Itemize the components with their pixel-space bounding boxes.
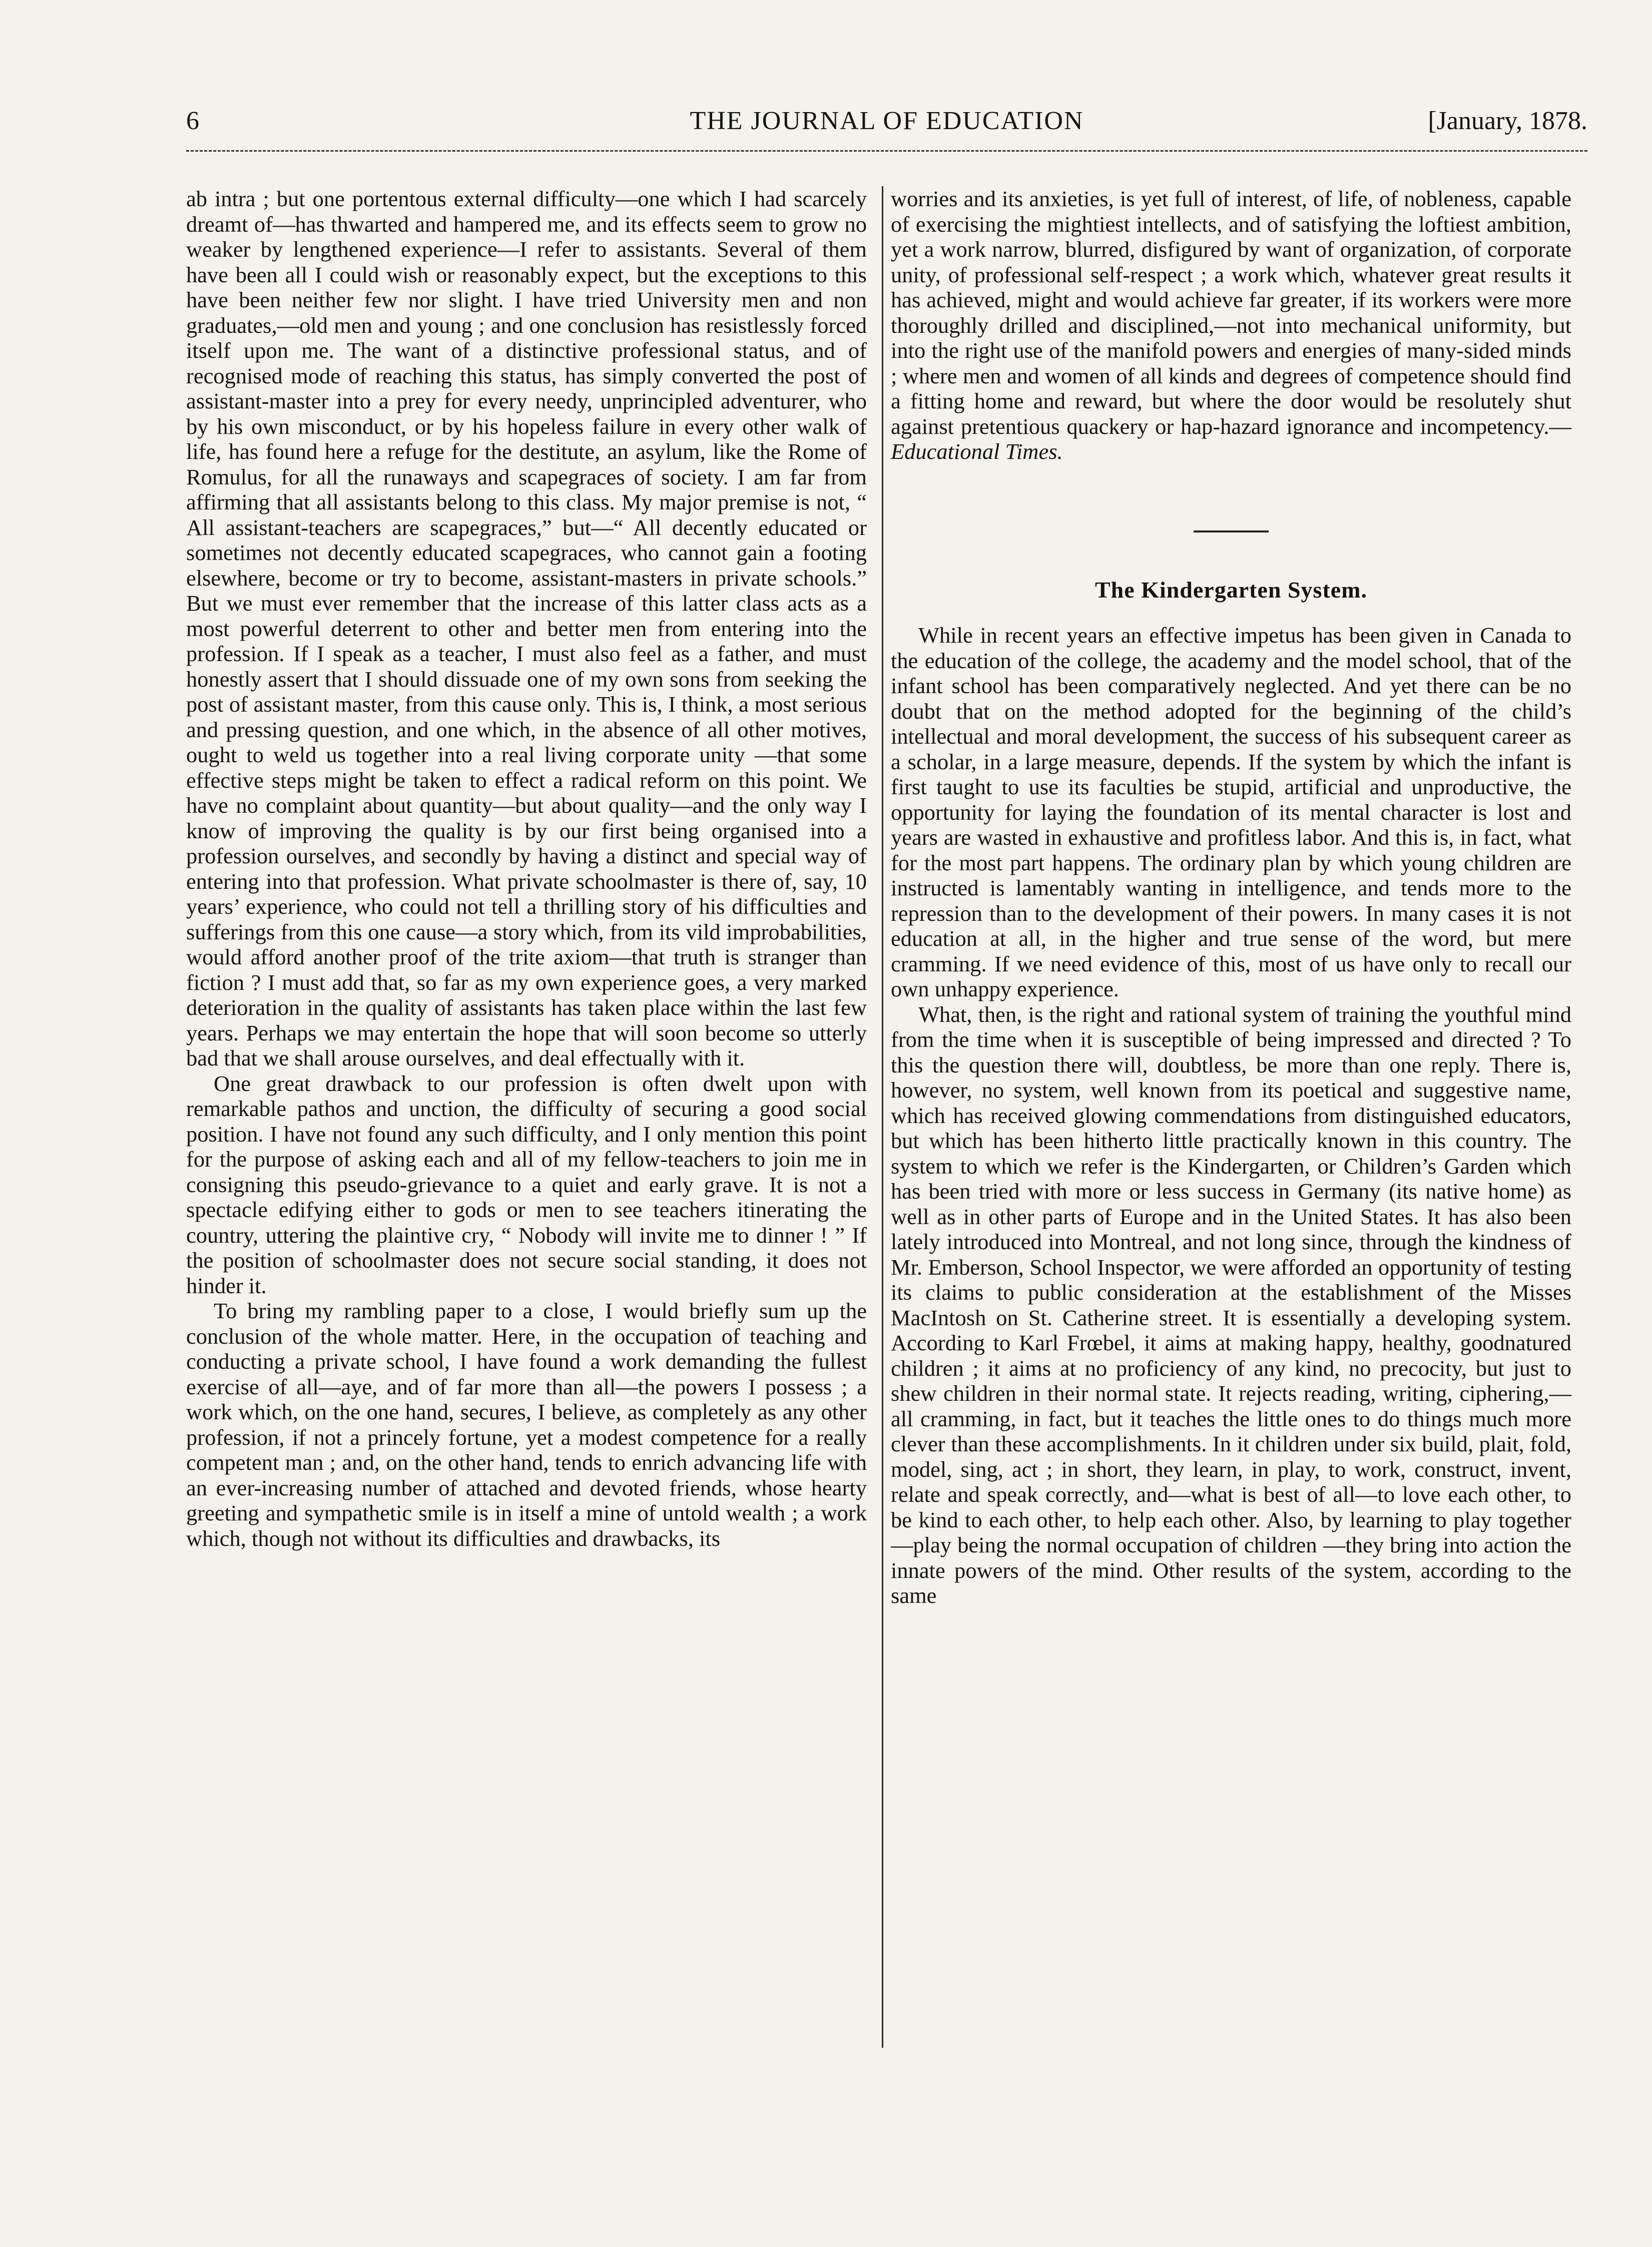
- section-heading: The Kindergarten System.: [1094, 577, 1367, 603]
- left-paragraph-social-position: One great drawback to our profession is often dwelt upon with remarkable pathos and unction, the difficulty of securing a good social position. I have not found any such difficulty, and I only mention this point for the purpose of asking each and all of my fellow-teachers to join me in consigning this pseudo-grievance to a quiet and early grave. It is not a spectacle edifying either to gods or men to see teachers itinerating the country, uttering the plaintive cry, “ Nobody will invite me to dinner ! ” If the position of schoolmaster does not secure social standing, it does not hinder it.: [186, 1070, 867, 1298]
- page-header: [186, 106, 1587, 141]
- section-rule: [1194, 530, 1269, 532]
- source-credit: Educational Times.: [891, 439, 1063, 464]
- right-paragraph-system: What, then, is the right and rational system of training the youthful mind from the time when it is susceptible of being impressed and directed ? To this the question there will, doubtless, be more than one reply. There is, however, no system, well known from its poetical and suggestive name, which has received glowing commendations from distinguished educators, but which has been hitherto little practically known in this country. The system to which we refer is the Kindergarten, or Children’s Garden which has been tried with more or less success in Germany (its native home) as well as in other parts of Europe and in the United States. It has also been lately introduced into Montreal, and not long since, through the kindness of Mr. Emberson, School Inspector, we were afforded an opportunity of testing its claims to public consideration at the establishment of the Misses MacIntosh on St. Catherine street. It is essentially a developing system. According to Karl Frœbel, it aims at making happy, healthy, goodnatured children ; it aims at no proficiency of any kind, no precocity, but just to shew children in their normal state. It rejects reading, writing, ciphering,—all cramming, in fact, but it teaches the little ones to do things much more clever than these accomplishments. In it children under six build, plait, fold, model, sing, act ; in short, they learn, in play, to work, construct, invent, relate and speak correctly, and—what is best of all—to love each other, to be kind to each other, to help each other. Also, by learning to play together—play being the normal occupation of children —they bring into action the innate powers of the mind. Other results of the system, according to the same: [891, 1001, 1571, 1608]
- page-number: 6: [186, 107, 199, 135]
- column-divider: [882, 186, 883, 2048]
- left-paragraph-assistants: ab intra ; but one portentous external difficulty—one which I had scarcely dreamt of—has thwarted and hampered me, and its effects seem to grow no weaker by lengthened experience—I refer to assistants. Several of them have been all I could wish or reasonably expect, but the exceptions to this have been neither few nor slight. I have tried University men and non graduates,—old men and young ; and one conclusion has resistlessly forced itself upon me. The want of a distinctive professional status, and of recognised mode of reaching this status, has simply converted the post of assistant-master into a prey for every needy, unprincipled adventurer, who by his own misconduct, or by his hopeless failure in every other walk of life, has found here a refuge for the destitute, an asylum, like the Rome of Romulus, for all the runaways and scapegraces of society. I am far from affirming that all assistants belong to this class. My major premise is not, “ All assistant-teachers are scapegraces,” but—“ All decently educated or sometimes not decently educated scapegraces, who cannot gain a footing elsewhere, become or try to become, assistant-masters in private schools.” But we must ever remember that the increase of this latter class acts as a most powerful deterrent to other and better men from entering into the profession. If I speak as a teacher, I must also feel as a father, and must honestly assert that I should dissuade one of my own sons from seeking the post of assistant master, from this cause only. This is, I think, a most serious and pressing question, and one which, in the absence of all other motives, ought to weld us together into a real living corporate unity —that some effective steps might be taken to effect a radical reform on this point. We have no complaint about quantity—but about quality—and the only way I know of improving the quality is by our first being organised into a profession ourselves, and secondly by having a distinct and special way of entering into that profession. What private schoolmaster is there of, say, 10 years’ experience, who could not tell a thrilling story of his difficulties and sufferings from this one cause—a story which, from its vild improbabilities, would afford another proof of the trite axiom—that truth is stranger than fiction ? I must add that, so far as my own experience goes, a very marked deterioration in the quality of assistants has taken place within the last few years. Perhaps we may entertain the hope that will soon become so utterly bad that we shall arouse ourselves, and deal effectually with it.: [186, 186, 867, 1070]
- left-column: [186, 186, 867, 1551]
- continuation-text: worries and its anxieties, is yet full of interest, of life, of nobleness, capable of exercising the mightiest intellects, and of satisfying the loftiest ambition, yet a work narrow, blurred, disfigured by want of organization, of corporate unity, of professional self-respect ; a work which, whatever great results it has achieved, might and would achieve far greater, if its workers were more thoroughly drilled and disciplined,—not into mechanical uniformity, but into the right use of the manifold powers and energies of many-sided minds ; where men and women of all kinds and degrees of competence should find a fitting home and reward, but where the door would be resolutely shut against pretentious quackery or hap-hazard ignorance and incompetency.—: [891, 186, 1571, 439]
- left-paragraph-conclusion: To bring my rambling paper to a close, I would briefly sum up the conclusion of the whole matter. Here, in the occupation of teaching and conducting a private school, I have found a work demanding the fullest exercise of all—aye, and of far more than all—the powers I possess ; a work which, on the one hand, secures, I believe, as completely as any other profession, if not a princely fortune, yet a modest competence for a really competent man ; and, on the other hand, tends to enrich advancing life with an ever-increasing number of attached and devoted friends, whose hearty greeting and sympathetic smile is in itself a mine of untold wealth ; a work which, though not without its difficulties and drawbacks, its: [186, 1298, 867, 1551]
- journal-title: THE JOURNAL OF EDUCATION: [690, 107, 1084, 135]
- issue-date: [January, 1878.: [1428, 107, 1587, 135]
- right-paragraph-intro: While in recent years an effective impetus has been given in Canada to the education of the college, the academy and the model school, that of the infant school has been comparatively neglected. And yet there can be no doubt that on the method adopted for the beginning of the child’s intellectual and moral development, the success of his subsequent career as a scholar, in a large measure, depends. If the system by which the infant is first taught to use its faculties be stupid, artificial and unproductive, the opportunity for laying the foundation of its mental character is lost and years are wasted in exhaustive and profitless labor. And this is, in fact, what for the most part happens. The ordinary plan by which young children are instructed is lamentably wanting in intelligence, and tends more to the repression than to the development of their powers. In many cases it is not education at all, in the higher and true sense of the word, but mere cramming. If we need evidence of this, most of us have only to recall our own unhappy experience.: [891, 623, 1571, 1001]
- right-column: [891, 186, 1571, 1608]
- header-rule: [186, 150, 1587, 152]
- right-paragraph-continuation: [891, 186, 1571, 464]
